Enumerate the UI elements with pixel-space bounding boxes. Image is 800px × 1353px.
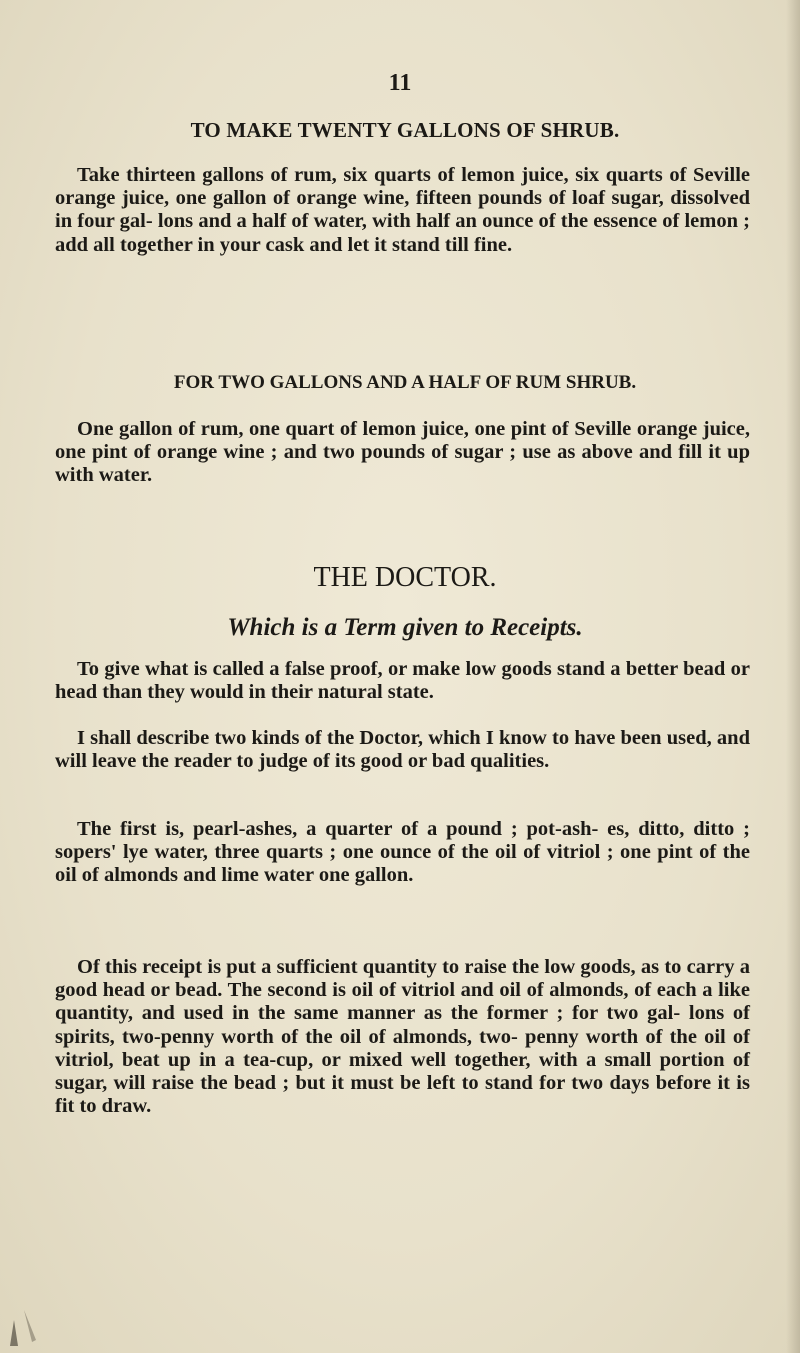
section-title-shrub: TO MAKE TWENTY GALLONS OF SHRUB. xyxy=(190,118,620,142)
doctor-paragraph-3: The first is, pearl-ashes, a quarter of a pound ; pot-ash- es, ditto, ditto ; sopers' lye water, three quarts ; one ounce of the oil of vitriol ; one pint of the oil of almonds and lime water one gallon. xyxy=(55,818,750,887)
section-title-doctor: THE DOCTOR. xyxy=(313,562,497,593)
section-title-rum-shrub: FOR TWO GALLONS AND A HALF OF RUM SHRUB. xyxy=(173,372,637,393)
section-subtitle-doctor: Which is a Term given to Receipts. xyxy=(227,614,583,641)
recipe-paragraph-rum-shrub: One gallon of rum, one quart of lemon juice, one pint of Seville orange juice, one pint of orange wine ; and two pounds of sugar ; use as above and fill it up with water. xyxy=(55,418,750,487)
doctor-paragraph-1: To give what is called a false proof, or make low goods stand a better bead or head than they would in their natural state. xyxy=(55,658,750,704)
doctor-paragraph-2: I shall describe two kinds of the Doctor, which I know to have been used, and will leave the reader to judge of its good or bad qualities. xyxy=(55,727,750,773)
recipe-paragraph-shrub: Take thirteen gallons of rum, six quarts of lemon juice, six quarts of Seville orange juice, one gallon of orange wine, fifteen pounds of loaf sugar, dissolved in four gal- lons and a half of water, with half an ounce of the essence of lemon ; add all together in your cask and let it stand till fine. xyxy=(55,164,750,256)
doctor-paragraph-4: Of this receipt is put a sufficient quantity to raise the low goods, as to carry a good head or bead. The second is oil of vitriol and oil of almonds, of each a like quantity, and used in the same manner as the former ; for two gal- lons of spirits, two-penny worth of the oil of almonds, two- penny worth of the oil of vitriol, beat up in a tea-cup, or mixed well together, with a small portion of sugar, will raise the bead ; but it must be left to stand for two days before it is fit to draw. xyxy=(55,956,750,1118)
page-edge-shadow xyxy=(786,0,800,1353)
page-number: 11 xyxy=(388,70,412,96)
corner-smudge-mark xyxy=(6,1300,46,1350)
